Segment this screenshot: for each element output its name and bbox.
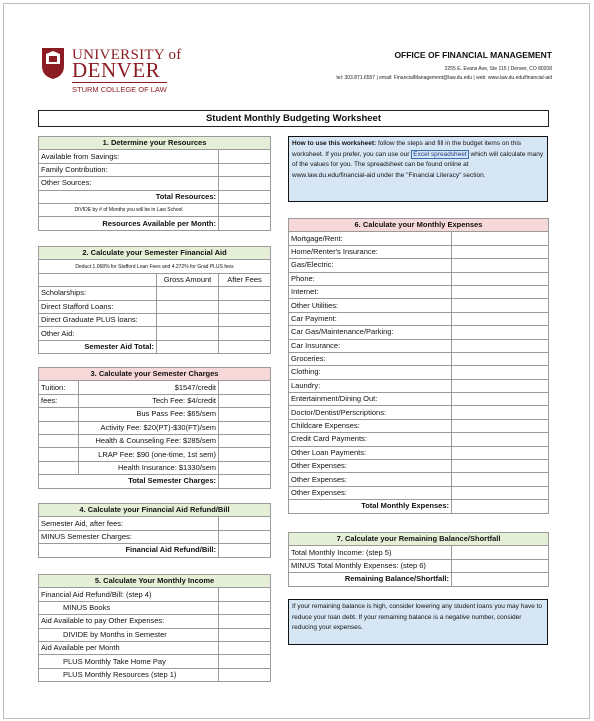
amount-cell[interactable] — [219, 655, 271, 668]
amount-cell[interactable] — [452, 473, 549, 486]
expense-label: Childcare Expenses: — [289, 419, 452, 432]
expense-label: Entertainment/Dining Out: — [289, 393, 452, 406]
total-label: Total Resources: — [39, 190, 219, 203]
logo-college-text: STURM COLLEGE OF LAW — [72, 82, 167, 94]
charge-label: Tech Fee: $4/credit — [79, 394, 219, 407]
amount-cell[interactable] — [452, 393, 549, 406]
amount-cell[interactable] — [452, 546, 549, 559]
section-2-heading: 2. Calculate your Semester Financial Aid — [39, 247, 271, 260]
section-5-heading: 5. Calculate Your Monthly Income — [39, 575, 271, 588]
row-label: MINUS Semester Charges: — [39, 530, 219, 543]
amount-cell[interactable] — [452, 326, 549, 339]
amount-cell[interactable] — [219, 327, 271, 340]
amount-cell[interactable] — [157, 340, 219, 353]
amount-cell[interactable] — [219, 150, 271, 163]
total-label: Resources Available per Month: — [39, 217, 219, 230]
amount-cell[interactable] — [157, 313, 219, 326]
amount-cell[interactable] — [219, 448, 271, 461]
section-charges — [38, 367, 271, 489]
charge-label: Health Insurance: $1330/sem — [79, 461, 219, 474]
row-label: Direct Stafford Loans: — [39, 300, 157, 313]
charge-label: $1547/credit — [79, 381, 219, 394]
total-label: Remaining Balance/Shortfall: — [289, 573, 452, 586]
total-label: Financial Aid Refund/Bill: — [39, 544, 219, 557]
section-monthly-expenses — [288, 218, 549, 514]
expense-label: Other Expenses: — [289, 473, 452, 486]
expense-label: Other Utilities: — [289, 299, 452, 312]
amount-cell[interactable] — [452, 299, 549, 312]
amount-cell[interactable] — [157, 327, 219, 340]
expense-label: Other Loan Payments: — [289, 446, 452, 459]
total-label: Total Monthly Expenses: — [289, 500, 452, 513]
amount-cell[interactable] — [452, 339, 549, 352]
row-label: PLUS Monthly Resources (step 1) — [39, 668, 219, 681]
section-4-heading: 4. Calculate your Financial Aid Refund/Bill — [39, 504, 271, 517]
row-label — [39, 408, 79, 421]
row-label: PLUS Monthly Take Home Pay — [39, 655, 219, 668]
amount-cell[interactable] — [452, 312, 549, 325]
amount-cell[interactable] — [452, 460, 549, 473]
amount-cell[interactable] — [219, 668, 271, 681]
row-label: Semester Aid, after fees: — [39, 517, 219, 530]
amount-cell[interactable] — [219, 628, 271, 641]
amount-cell[interactable] — [452, 559, 549, 572]
amount-cell[interactable] — [157, 300, 219, 313]
section-1-heading: 1. Determine your Resources — [39, 137, 271, 150]
expense-label: Other Expenses: — [289, 460, 452, 473]
expense-label: Gas/Electric: — [289, 259, 452, 272]
amount-cell[interactable] — [219, 475, 271, 488]
office-address: 2255 E. Evans Ave, Ste 115 | Denver, CO 80208 — [444, 66, 552, 72]
row-label: Other Aid: — [39, 327, 157, 340]
advice-box — [288, 599, 548, 645]
section-refund-bill — [38, 503, 271, 558]
row-label: Other Sources: — [39, 177, 219, 190]
advice-text: If your remaining balance is high, consider lowering any student loans you may have to reduce your loan debt. If your remaining balance is a negative number, consider reducing your expenses. — [292, 603, 543, 631]
amount-cell[interactable] — [452, 259, 549, 272]
expense-label: Phone: — [289, 272, 452, 285]
amount-cell[interactable] — [219, 163, 271, 176]
expense-label: Car Payment: — [289, 312, 452, 325]
expense-label: Laundry: — [289, 379, 452, 392]
column-header: After Fees — [219, 273, 271, 286]
amount-cell[interactable] — [219, 615, 271, 628]
row-label — [39, 461, 79, 474]
expense-label: Doctor/Dentist/Perscriptions: — [289, 406, 452, 419]
how-to-text-1: follow the steps and fill in the budget items on this worksheet. If you prefer, you can use our — [292, 140, 522, 158]
logo-denver-text: DENVER — [72, 58, 161, 82]
section-resources — [38, 136, 271, 231]
amount-cell[interactable] — [452, 433, 549, 446]
row-label: Total Monthly Income: (step 5) — [289, 546, 452, 559]
amount-cell[interactable] — [219, 517, 271, 530]
amount-cell[interactable] — [452, 500, 549, 513]
expense-label: Car Insurance: — [289, 339, 452, 352]
office-contact: tel: 303.871.6557 | email: FinancialManagement@law.du.edu | web: www.law.du.edu/financial-aid — [336, 75, 552, 81]
amount-cell[interactable] — [219, 588, 271, 601]
row-label: fees: — [39, 394, 79, 407]
expense-label: Groceries: — [289, 352, 452, 365]
section-financial-aid — [38, 246, 271, 354]
expense-label: Credit Card Payments: — [289, 433, 452, 446]
how-to-box — [288, 136, 548, 202]
row-label — [39, 421, 79, 434]
row-label: DIVIDE by Months in Semester — [39, 628, 219, 641]
amount-cell[interactable] — [219, 641, 271, 654]
charge-label: Bus Pass Fee: $65/sem — [79, 408, 219, 421]
total-label: Total Semester Charges: — [39, 475, 219, 488]
amount-cell[interactable] — [219, 381, 271, 394]
expense-label: Car Gas/Maintenance/Parking: — [289, 326, 452, 339]
row-label — [39, 448, 79, 461]
crest-icon — [40, 46, 66, 80]
expense-label: Mortgage/Rent: — [289, 232, 452, 245]
amount-cell[interactable] — [452, 419, 549, 432]
amount-cell[interactable] — [452, 379, 549, 392]
row-label: Financial Aid Refund/Bill: (step 4) — [39, 588, 219, 601]
row-label: Direct Graduate PLUS loans: — [39, 313, 157, 326]
charge-label: Activity Fee: $20(PT)-$30(FT)/sem — [79, 421, 219, 434]
amount-cell[interactable] — [219, 340, 271, 353]
amount-cell[interactable] — [219, 461, 271, 474]
amount-cell[interactable] — [219, 394, 271, 407]
column-header: Gross Amount — [157, 273, 219, 286]
charge-label: Health & Counseling Fee: $285/sem — [79, 434, 219, 447]
amount-cell[interactable] — [452, 352, 549, 365]
amount-cell[interactable] — [219, 421, 271, 434]
how-to-text-2: which will calculate many of the values for you. The spreadsheet can be found online at www.law.du.edu/financial-aid under the "Financial Literacy" section. — [292, 150, 544, 179]
amount-cell[interactable] — [452, 446, 549, 459]
logo-university-text: UNIVERSITY of — [72, 47, 182, 63]
row-label: Aid Available per Month — [39, 641, 219, 654]
expense-label: Internet: — [289, 285, 452, 298]
amount-cell[interactable] — [452, 486, 549, 499]
amount-cell[interactable] — [219, 190, 271, 203]
amount-cell[interactable] — [452, 232, 549, 245]
amount-cell[interactable] — [219, 203, 271, 216]
amount-cell[interactable] — [219, 530, 271, 543]
amount-cell[interactable] — [452, 573, 549, 586]
amount-cell[interactable] — [452, 272, 549, 285]
section-7-heading: 7. Calculate your Remaining Balance/Shortfall — [289, 533, 549, 546]
excel-spreadsheet-link[interactable]: Excel spreadsheet — [413, 150, 467, 158]
row-label: Available from Savings: — [39, 150, 219, 163]
amount-cell[interactable] — [452, 406, 549, 419]
amount-cell[interactable] — [452, 285, 549, 298]
row-label — [39, 273, 157, 286]
row-label: Tuition: — [39, 381, 79, 394]
amount-cell[interactable] — [219, 544, 271, 557]
expense-label: Home/Renter's Insurance: — [289, 245, 452, 258]
total-label: Semester Aid Total: — [39, 340, 157, 353]
expense-label: Clothing: — [289, 366, 452, 379]
section-remaining-balance — [288, 532, 549, 587]
fee-note: Deduct 1.068% for Stafford Loan Fees and 4.272% for Grad PLUS fees — [39, 260, 271, 273]
amount-cell[interactable] — [219, 601, 271, 614]
page-title: Student Monthly Budgeting Worksheet — [38, 110, 549, 127]
amount-cell[interactable] — [219, 177, 271, 190]
amount-cell[interactable] — [219, 434, 271, 447]
divide-note: DIVIDE by # of Months you will be in Law School — [39, 203, 219, 216]
amount-cell[interactable] — [219, 300, 271, 313]
row-label: MINUS Total Monthly Expenses: (step 6) — [289, 559, 452, 572]
amount-cell[interactable] — [157, 287, 219, 300]
row-label: Aid Available to pay Other Expenses: — [39, 615, 219, 628]
charge-label: LRAP Fee: $90 (one-time, 1st sem) — [79, 448, 219, 461]
section-3-heading: 3. Calculate your Semester Charges — [39, 368, 271, 381]
section-6-heading: 6. Calculate your Monthly Expenses — [289, 219, 549, 232]
row-label: MINUS Books — [39, 601, 219, 614]
how-to-title: How to use this worksheet: — [292, 140, 377, 147]
row-label: Scholarships: — [39, 287, 157, 300]
amount-cell[interactable] — [219, 287, 271, 300]
amount-cell[interactable] — [452, 245, 549, 258]
amount-cell[interactable] — [219, 408, 271, 421]
amount-cell[interactable] — [219, 217, 271, 230]
amount-cell[interactable] — [219, 313, 271, 326]
amount-cell[interactable] — [452, 366, 549, 379]
office-title: OFFICE OF FINANCIAL MANAGEMENT — [394, 50, 552, 60]
row-label — [39, 434, 79, 447]
row-label: Family Contribution: — [39, 163, 219, 176]
expense-label: Other Expenses: — [289, 486, 452, 499]
section-monthly-income — [38, 574, 271, 682]
